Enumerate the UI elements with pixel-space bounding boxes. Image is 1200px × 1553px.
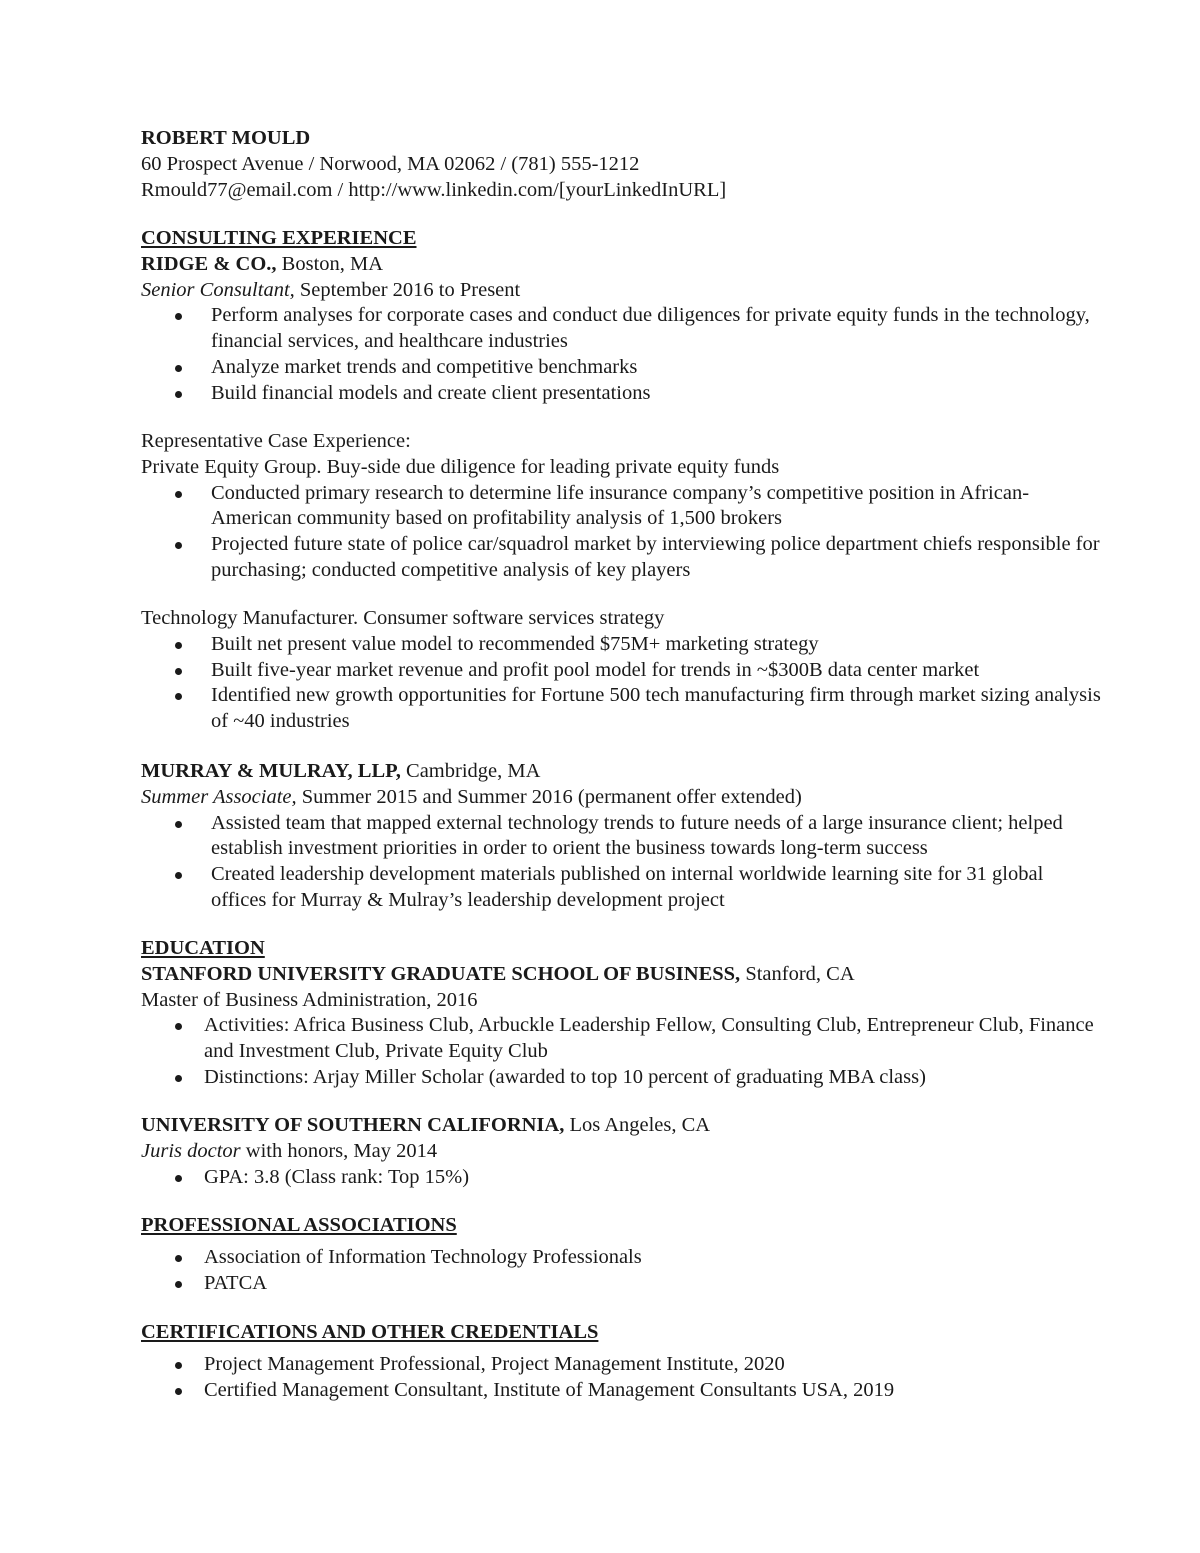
employer-line-murray [141,759,1101,785]
school-line-stanford [141,962,1101,988]
employer-location: Boston, MA [276,252,384,275]
address-line: 60 Prospect Avenue / Norwood, MA 02062 / (781) 555-1212 [141,152,640,175]
job-dates: September 2016 to Present [294,278,521,301]
bullet-icon [175,1023,182,1030]
degree-line [141,1139,1101,1165]
employer-name: RIDGE & CO., [141,252,277,275]
case-title: Technology Manufacturer. Consumer software services strategy [141,607,665,629]
list-item: Analyze market trends and competitive benchmarks [141,355,1101,381]
degree-details: with honors, May 2014 [240,1139,438,1162]
bullet-icon [175,872,182,879]
ridge-bullet-list [141,303,1101,406]
section-heading-certifications: CERTIFICATIONS AND OTHER CREDENTIALS [141,1321,599,1343]
case1-bullet-list [141,481,1101,584]
section-heading-associations: PROFESSIONAL ASSOCIATIONS [141,1214,457,1236]
job-title: Summer Associate, [141,785,297,808]
case-label: Representative Case Experience: [141,430,411,452]
consulting-section [141,226,1101,407]
bullet-icon [175,668,182,675]
employer-location: Cambridge, MA [400,760,541,782]
school-name: UNIVERSITY OF SOUTHERN CALIFORNIA, [141,1114,565,1136]
list-item: Identified new growth opportunities for Fortune 500 tech manufacturing firm through market sizing analysis of ~40 industries [141,683,1101,735]
case2-bullet-list [141,632,1101,735]
degree-line: Master of Business Administration, 2016 [141,988,478,1011]
certifications-section [141,1320,1101,1403]
list-item: Distinctions: Arjay Miller Scholar (awarded to top 10 percent of graduating MBA class) [141,1065,1101,1091]
resume-header [141,126,1101,203]
candidate-name: ROBERT MOULD [141,127,311,149]
case-title: Private Equity Group. Buy-side due diligence for leading private equity funds [141,455,780,478]
contact-line: Rmould77@email.com / http://www.linkedin.com/[yourLinkedInURL] [141,178,727,201]
school-name: STANFORD UNIVERSITY GRADUATE SCHOOL OF BUSINESS, [141,962,741,985]
education-usc [141,1113,1101,1190]
list-item: GPA: 3.8 (Class rank: Top 15%) [141,1165,1101,1191]
school-location: Los Angeles, CA [564,1114,711,1136]
degree-name: Juris doctor [141,1139,241,1162]
bullet-icon [175,1388,182,1395]
school-line-usc [141,1113,1101,1139]
list-item: Build financial models and create client presentations [141,381,1101,407]
associations-section [141,1213,1101,1296]
bullet-icon [175,491,182,498]
bullet-icon [175,542,182,549]
murray-bullet-list [141,811,1101,914]
bullet-icon [175,391,182,398]
bullet-icon [175,1362,182,1369]
bullet-icon [175,1075,182,1082]
section-heading-education: EDUCATION [141,937,265,959]
school-location: Stanford, CA [740,962,855,985]
case-experience-2 [141,606,1101,735]
list-item: Activities: Africa Business Club, Arbuckle Leadership Fellow, Consulting Club, Entrepreneur Club, Finance and Investment Club, Private Equity Club [141,1013,1101,1065]
bullet-icon [175,642,182,649]
education-section [141,936,1101,1091]
bullet-icon [175,1281,182,1288]
job-dates: Summer 2015 and Summer 2016 (permanent offer extended) [296,785,802,808]
job-title: Senior Consultant, [141,278,295,301]
section-heading-consulting: CONSULTING EXPERIENCE [141,227,417,249]
list-item: Projected future state of police car/squadrol market by interviewing police department chiefs responsible for purchasing; conducted competitive analysis of key players [141,532,1101,584]
list-item: Perform analyses for corporate cases and conduct due diligences for private equity funds in the technology, financial services, and healthcare industries [141,303,1101,355]
job-title-line [141,278,1101,304]
job-title-line [141,785,1101,811]
bullet-icon [175,1255,182,1262]
list-item: Built five-year market revenue and profit pool model for trends in ~$300B data center market [141,658,1101,684]
list-item: Conducted primary research to determine life insurance company’s competitive position in African-American community based on profitability analysis of 1,500 brokers [141,481,1101,533]
list-item: Association of Information Technology Professionals [141,1245,1101,1271]
list-item: Built net present value model to recommended $75M+ marketing strategy [141,632,1101,658]
employer-murray [141,759,1101,914]
usc-bullet-list [141,1165,1101,1191]
associations-list [141,1245,1101,1297]
bullet-icon [175,693,182,700]
list-item: Assisted team that mapped external technology trends to future needs of a large insurance client; helped establish investment priorities in order to orient the business towards long-term success [141,811,1101,863]
bullet-icon [175,1175,182,1182]
employer-line-ridge [141,252,1101,278]
stanford-bullet-list [141,1013,1101,1090]
list-item: PATCA [141,1271,1101,1297]
bullet-icon [175,313,182,320]
bullet-icon [175,365,182,372]
bullet-icon [175,821,182,828]
list-item: Project Management Professional, Project Management Institute, 2020 [141,1352,1101,1378]
certifications-list [141,1352,1101,1404]
case-experience [141,429,1101,584]
employer-name: MURRAY & MULRAY, LLP, [141,760,401,782]
list-item: Created leadership development materials published on internal worldwide learning site for 31 global offices for Murray & Mulray’s leadership development project [141,862,1101,914]
list-item: Certified Management Consultant, Institute of Management Consultants USA, 2019 [141,1378,1101,1404]
